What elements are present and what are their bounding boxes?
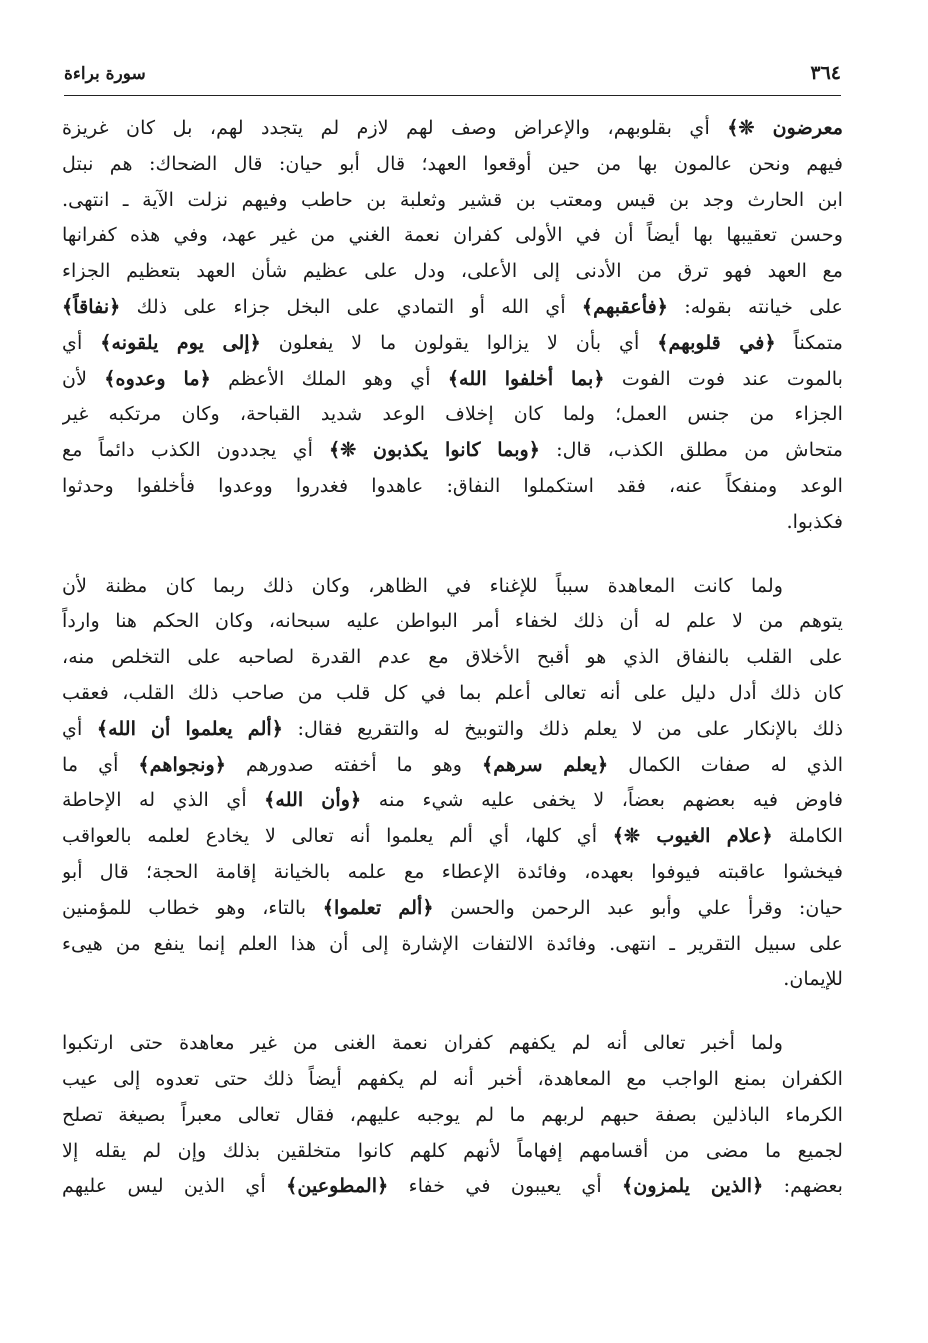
quran-quote: ﴿الذين يلمزون﴾ (622, 1174, 764, 1198)
text-line: الكفران بمنع الواجب مع المعاهدة، أخبر أنه لم يكفهم أيضاً ذلك حتى تعدوه إلى عيب (62, 1066, 843, 1090)
text-line: على خيانته بقوله: ﴿فأعقبهم﴾ أي الله أو التمادي على البخل جزاء على ذلك ﴿نفاقاً﴾ (62, 294, 843, 318)
header-rule (64, 95, 841, 96)
quran-quote: معرضون ❊﴾ (727, 116, 843, 139)
quran-quote: ﴿نفاقاً﴾ (62, 294, 121, 318)
text-line: كان ذلك أدل دليل على أنه تعالى أعلم بما في كل قلب من صاحب ذلك القلب، فعقب (62, 680, 843, 704)
text-line: الكرماء الباذلين بصفة حبهم لربهم ما لم يوجبه عليهم، فقال تعالى معبراً بصيغة تصلح (62, 1102, 843, 1126)
text-line: مع العهد فهو ترق من الأدنى إلى الأعلى، ودل على عظيم شأن العهد بتعظيم الجزاء (62, 259, 843, 283)
text-line: الجزاء من جنس العمل؛ ولما كان إخلاف الوعد شديد القباحة، وكان مرتكبه غير (62, 402, 843, 426)
text-line: متمكناً ﴿في قلوبهم﴾ أي بأن لا يزالوا يقولون ما لا يفعلون ﴿إلى يوم يلقونه﴾ أي (62, 330, 843, 354)
text-line: فكذبوا. (786, 509, 843, 533)
quran-quote: ﴿بما أخلفوا الله﴾ (447, 366, 605, 390)
text-line: فيخشوا عاقبته فيوفوا بعهده، وفائدة الإعطاء مع علمه بالخيانة إقامة الحجة؛ قال أبو (62, 859, 843, 883)
text-line: فيهم ونحن عالمون بها من حين أوقعوا العهد؛ قال أبو حيان: قال الضحاك: هم نبتل (62, 151, 843, 175)
text-line: للإيمان. (783, 967, 843, 991)
text-line: الكاملة ﴿علام الغيوب ❊﴾ أي كلها، أي ألم يعلموا أنه تعالى لا يخادع لعلمه بالعواقب (62, 824, 843, 848)
quran-quote: ﴿وأن الله﴾ (264, 788, 362, 812)
text-line: على القلب بالنفاق الذي هو أقبح الأخلاق مع عدم القدرة لصاحبه على التخلص منه، (62, 645, 843, 669)
paragraph-2 (62, 568, 843, 998)
text-line: لجميع ما مضى من أقسامهم إفهاماً لأنهم كلهم كانوا متخلقين بذلك وإن لم يقله إلا (62, 1138, 843, 1162)
quran-quote: ﴿إلى يوم يلقونه﴾ (100, 330, 261, 354)
text-line: ذلك بالإنكار على من لا يعلم ذلك والتوبيخ له والتقريع فقال: ﴿ألم يعلموا أن الله﴾ أي (62, 716, 843, 740)
quran-quote: ﴿فأعقبهم﴾ (581, 294, 668, 318)
text-line: على سبيل التقرير ـ انتهى. وفائدة الالتفات الإشارة إلى أن هذا العلم إنما ينفع من هيىء (62, 931, 843, 955)
text-line: بعضهم: ﴿الذين يلمزون﴾ أي يعيبون في خفاء ﴿المطوعين﴾ أي الذين ليس عليهم (62, 1174, 843, 1198)
text-line: الذي له صفات الكمال ﴿يعلم سرهم﴾ وهو ما أخفته صدورهم ﴿ونجواهم﴾ أي ما (62, 752, 843, 776)
quran-quote: ﴿يعلم سرهم﴾ (481, 752, 609, 776)
body-text (62, 110, 843, 1204)
text-line: يتوهم من لا علم له أن ذلك لخفاء أمر البواطن عليه سبحانه، وكان الحكم هنا وارداً (62, 609, 843, 633)
paragraph-3 (62, 1025, 843, 1204)
quran-quote: ﴿ونجواهم﴾ (138, 752, 226, 776)
text-line: معرضون ❊﴾ أي بقلوبهم، والإعراض وصف لهم لازم لم يتجدد لهم، بل كان غريزة (62, 116, 843, 139)
quran-quote: ﴿المطوعين﴾ (286, 1174, 389, 1198)
quran-quote: ﴿ألم تعلموا﴾ (322, 895, 434, 919)
running-title: سورة براءة (64, 64, 146, 84)
text-line: الوعد ومنفكاً عنه، فقد استكملوا النفاق: عاهدوا فغدروا ووعدوا فأخلفوا وحدثوا (62, 473, 843, 497)
text-line: حيان: وقرأ علي وأبو عبد الرحمن والحسن ﴿ألم تعلموا﴾ بالتاء، وهو خطاب للمؤمنين (62, 895, 843, 919)
text-line: ولما كانت المعاهدة سبباً للإغناء في الظاهر، وكان ذلك ربما كان مظنة لأن (62, 573, 783, 597)
quran-quote: ﴿في قلوبهم﴾ (657, 330, 776, 354)
paragraph-1 (62, 110, 843, 540)
quran-quote: ﴿وبما كانوا يكذبون ❊﴾ (329, 438, 541, 462)
quran-quote: ﴿ما وعدوه﴾ (104, 366, 211, 390)
quran-quote: ﴿ألم يعلموا أن الله﴾ (96, 716, 284, 740)
text-line: فاوض فيه بعضهم بعضاً، لا يخفى عليه شيء منه ﴿وأن الله﴾ أي الذي له الإحاطة (62, 788, 843, 812)
text-line: بالموت عند فوت الفوت ﴿بما أخلفوا الله﴾ أي وهو الملك الأعظم ﴿ما وعدوه﴾ لأن (62, 366, 843, 390)
text-line: متحاش من مطلق الكذب، قال: ﴿وبما كانوا يكذبون ❊﴾ أي يجددون الكذب دائماً مع (62, 438, 843, 462)
text-line: وحسن تعقيبها بها أيضاً أن في الأولى كفران نعمة الغني من غير عهد، وفي هذه كفرانها (62, 223, 843, 247)
quran-quote: ﴿علام الغيوب ❊﴾ (612, 824, 773, 848)
text-line: ولما أخبر تعالى أنه لم يكفهم كفران نعمة الغنى من غير معاهدة حتى ارتكبوا (62, 1031, 783, 1055)
page-number: ٣٦٤ (810, 62, 841, 84)
page-header (64, 60, 841, 96)
text-line: ابن الحارث وجد بن قيس ومعتب بن قشير وثعلبة بن حاطب وفيهم نزلت الآية ـ انتهى. (62, 187, 843, 211)
